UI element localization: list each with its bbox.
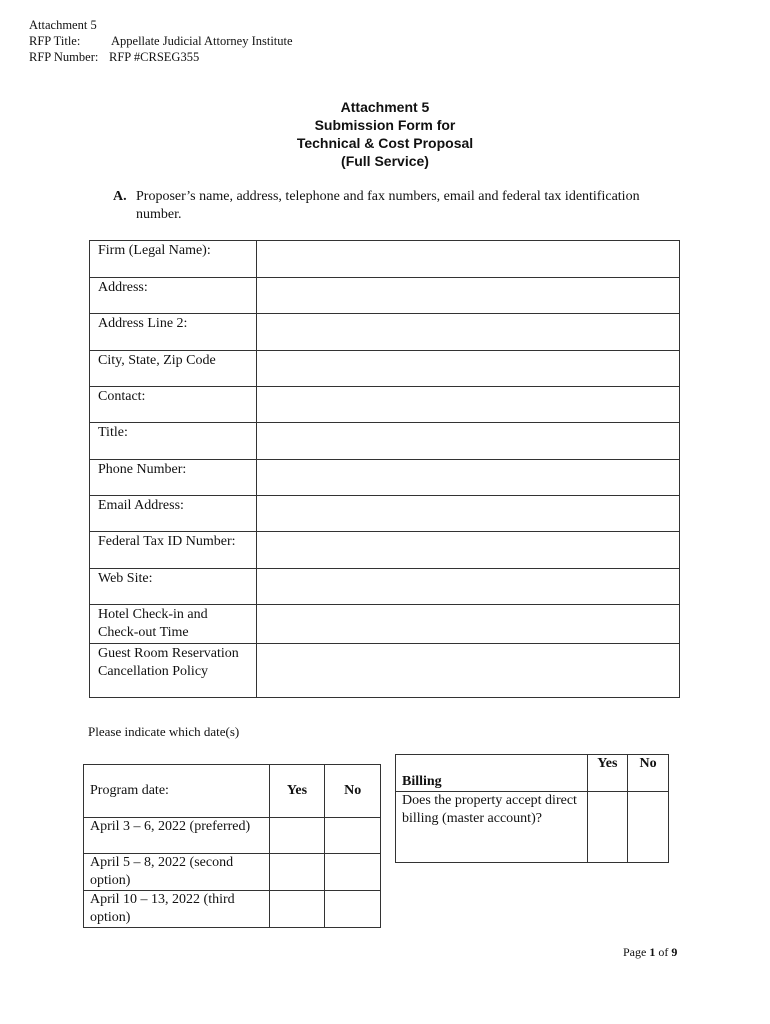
section-a-text: Proposer’s name, address, telephone and fax numbers, email and federal tax identification number. <box>136 189 640 222</box>
no-cell[interactable] <box>325 891 381 928</box>
col-no: No <box>628 755 669 792</box>
col-program-date: Program date: <box>84 765 270 818</box>
page-footer <box>623 945 677 960</box>
dates-instruction: Please indicate which date(s) <box>88 724 240 739</box>
table-header-row <box>396 755 669 792</box>
col-no: No <box>325 765 381 818</box>
field-label: City, State, Zip Code <box>90 351 257 387</box>
table-row <box>396 792 669 863</box>
table-header-row <box>84 765 381 818</box>
table-row <box>90 605 680 644</box>
rfp-number-label: RFP Number: <box>29 50 99 64</box>
no-cell[interactable] <box>325 854 381 891</box>
billing-heading: Billing <box>396 755 588 792</box>
of-word: of <box>658 945 669 959</box>
billing-table <box>395 754 669 863</box>
field-label: Address: <box>90 278 257 314</box>
section-a-letter: A. <box>113 189 127 204</box>
program-date-table <box>83 764 381 928</box>
field-label: Web Site: <box>90 569 257 605</box>
table-row <box>90 351 680 387</box>
table-row <box>90 423 680 460</box>
title-line-2: Submission Form for <box>314 117 456 133</box>
field-value-cell[interactable] <box>257 605 680 644</box>
table-row <box>90 569 680 605</box>
field-label: Email Address: <box>90 496 257 532</box>
table-row <box>90 532 680 569</box>
title-line-1: Attachment 5 <box>340 99 430 115</box>
header-attachment: Attachment 5 <box>29 18 97 32</box>
field-value-cell[interactable] <box>257 532 680 569</box>
table-row <box>90 496 680 532</box>
table-row <box>90 387 680 423</box>
header-rfp-title <box>29 33 293 49</box>
page-total: 9 <box>671 945 678 959</box>
field-value-cell[interactable] <box>257 241 680 278</box>
table-row <box>90 241 680 278</box>
field-label: Federal Tax ID Number: <box>90 532 257 569</box>
field-value-cell[interactable] <box>257 314 680 351</box>
yes-cell[interactable] <box>587 792 628 863</box>
program-date-label: April 5 – 8, 2022 (second option) <box>84 854 270 891</box>
field-value-cell[interactable] <box>257 278 680 314</box>
header-rfp-number <box>29 49 199 65</box>
field-label: Phone Number: <box>90 460 257 496</box>
title-line-3: Technical & Cost Proposal <box>296 135 474 151</box>
page-word: Page <box>623 945 647 959</box>
table-row <box>90 460 680 496</box>
yes-cell[interactable] <box>269 891 325 928</box>
table-row <box>90 278 680 314</box>
field-label: Hotel Check-in and Check-out Time <box>90 605 257 644</box>
yes-cell[interactable] <box>269 818 325 854</box>
field-value-cell[interactable] <box>257 351 680 387</box>
program-date-label: April 3 – 6, 2022 (preferred) <box>84 818 270 854</box>
col-yes: Yes <box>587 755 628 792</box>
no-cell[interactable] <box>628 792 669 863</box>
field-label: Firm (Legal Name): <box>90 241 257 278</box>
table-row <box>84 818 381 854</box>
table-row <box>90 644 680 698</box>
table-row <box>84 854 381 891</box>
field-value-cell[interactable] <box>257 423 680 460</box>
page-number: 1 <box>649 945 656 959</box>
rfp-title-label: RFP Title: <box>29 34 81 48</box>
billing-question: Does the property accept direct billing (master account)? <box>396 792 588 863</box>
no-cell[interactable] <box>325 818 381 854</box>
field-label: Contact: <box>90 387 257 423</box>
field-label: Title: <box>90 423 257 460</box>
col-yes: Yes <box>269 765 325 818</box>
field-value-cell[interactable] <box>257 569 680 605</box>
rfp-title-value: Appellate Judicial Attorney Institute <box>111 34 293 48</box>
proposer-info-table <box>89 240 680 698</box>
field-value-cell[interactable] <box>257 644 680 698</box>
field-value-cell[interactable] <box>257 460 680 496</box>
table-row <box>84 891 381 928</box>
program-date-label: April 10 – 13, 2022 (third option) <box>84 891 270 928</box>
field-label: Guest Room Reservation Cancellation Policy <box>90 644 257 698</box>
field-value-cell[interactable] <box>257 387 680 423</box>
field-value-cell[interactable] <box>257 496 680 532</box>
title-line-4: (Full Service) <box>341 153 429 169</box>
yes-cell[interactable] <box>269 854 325 891</box>
document-title <box>0 98 770 170</box>
rfp-number-value: RFP #CRSEG355 <box>109 50 200 64</box>
table-row <box>90 314 680 351</box>
field-label: Address Line 2: <box>90 314 257 351</box>
